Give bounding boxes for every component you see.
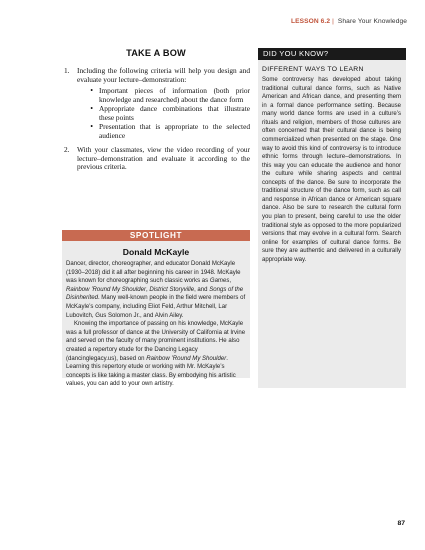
lesson-title: Share Your Knowledge (337, 18, 407, 25)
spotlight-banner: SPOTLIGHT (62, 230, 250, 241)
spotlight-body (66, 260, 246, 389)
spotlight-name: Donald McKayle (122, 247, 190, 257)
page-number: 87 (397, 520, 405, 527)
bullet-icon: • (90, 104, 93, 114)
did-you-know-text: Some controversy has developed about taking traditional cultural dance forms, such as Native American and African dance, and presenting them in a formal dance performance setting. Because many world dance forms are used in a culture’s rituals and religion, members of those cultures are often concerned that their cultural dance is being commercialized when presented on the stage. One way to avoid this kind of controversy is to introduce ethnic forms through lecture–demonstrations. In this way you can educate the audience and honor the culture while sharing aspects and central concepts of the dance. Be sure to incorporate the traditional structure of the dance form, such as call and response in African dance or American square dance. Also be sure to research the cultural form you plan to present, being careful to use the older traditional style as opposed to the more popularized versions that may evolve in a cultural form. Search online for examples of cultural dance forms. Be sure they are authentic and delivered in a culturally appropriate way. (262, 77, 401, 263)
take-a-bow-section (62, 48, 250, 175)
list-item (62, 146, 250, 172)
did-you-know-heading: DID YOU KNOW? (258, 48, 406, 60)
list-item-text: Including the following criteria will help you design and evaluate your lecture–demonstration: (77, 66, 250, 84)
list-item-number: 2. (64, 145, 70, 155)
take-a-bow-list (62, 67, 250, 172)
did-you-know-box (258, 60, 406, 388)
lesson-number: LESSON 6.2 (291, 18, 331, 25)
bullet-icon: • (90, 122, 93, 132)
bullet-item: • Appropriate dance combinations that illustrate these points (77, 105, 250, 122)
running-header (291, 18, 407, 25)
bullet-item: • Presentation that is appropriate to the selected audience (77, 123, 250, 140)
spotlight-paragraph: Dancer, director, choreographer, and educator Donald McKayle (1930–2018) did it all after beginning his career in 1948. McKayle was known for choreographing such classic works as Games, Rainbow ’Round My Shoulder, District Storyville, and Songs of the Disinherited. Many well-known people in the field were members of McKayle’s company, including Eliot Feld, Arthur Mitchell, Lar Lubovitch, Gus Solomon Jr., and Alvin Ailey. (66, 261, 246, 319)
take-a-bow-title: TAKE A BOW (126, 48, 186, 58)
header-separator: | (332, 18, 334, 25)
spotlight-box (62, 230, 250, 388)
did-you-know-sidebar (258, 48, 406, 388)
did-you-know-subheading: DIFFERENT WAYS TO LEARN (262, 66, 364, 73)
bullet-item: • Important pieces of information (both prior knowledge and researched) about the dance form (77, 87, 250, 104)
list-item (62, 67, 250, 143)
spotlight-paragraph: Knowing the importance of passing on his knowledge, McKayle was a full professor of dance at the University of California at Irvine and served on the faculty of many prominent institutions. He also created a repertory etude for the Dancing Legacy (dancinglegacy.us), based on Rainbow ’Round My Shoulder. Learning this repertory etude or working with Mr. McKayle’s concepts is like taking a master class. By embodying his artistic values, you can add to your own artistry. (66, 321, 246, 388)
list-item-number: 1. (64, 66, 70, 75)
criteria-bullets (77, 87, 250, 140)
bullet-icon: • (90, 86, 93, 96)
list-item-text: With your classmates, view the video recording of your lecture–demonstration and evaluate it according to the previous criteria. (77, 145, 250, 172)
